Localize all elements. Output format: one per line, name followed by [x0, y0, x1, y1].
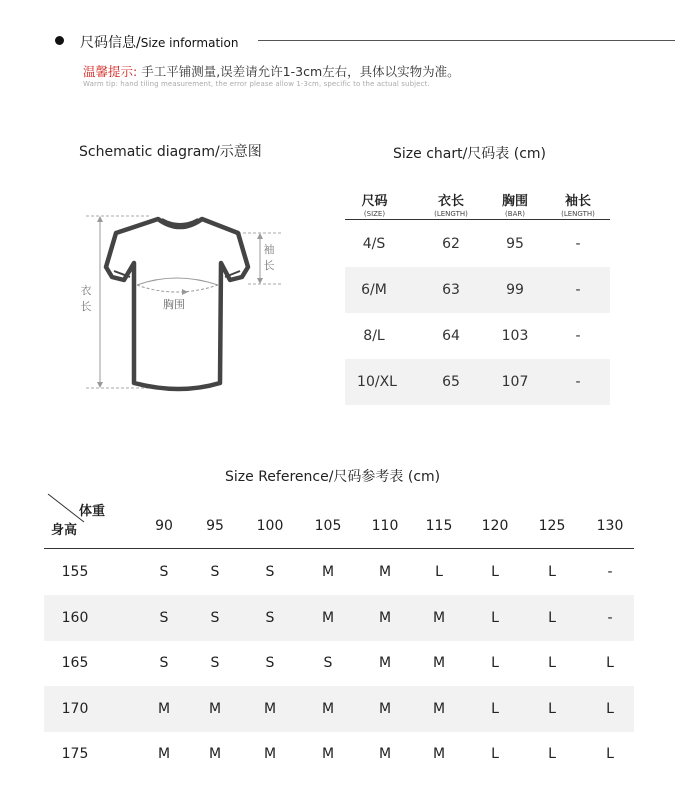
size-chart-row: 4/S 62 95 -: [362, 236, 581, 252]
weight-header: 110: [371, 518, 399, 534]
size-chart-header-divider: [345, 219, 610, 220]
weight-header: 115: [425, 518, 453, 534]
size-chart-header-size: 尺码 (SIZE): [361, 194, 388, 218]
size-chart-row: 8/L 64 103 -: [363, 328, 581, 344]
warm-tip: [83, 62, 460, 80]
weight-header: 125: [538, 518, 566, 534]
chest-label: 胸围: [163, 298, 185, 311]
warm-tip-english: Warm tip: hand tiling measurement, the error please allow 1-3cm, specific to the actual subject.: [83, 80, 430, 88]
reference-row: 155 S S S M M L L L -: [61, 564, 613, 580]
size-chart-row: 6/M 63 99 -: [345, 267, 610, 313]
weight-header: 95: [206, 518, 224, 534]
corner-height-label: 身高: [51, 523, 78, 538]
sleeve-label: 袖 长: [263, 243, 275, 272]
length-label: 衣 长: [80, 284, 92, 313]
reference-row: 170 M M M M M M L L L: [44, 686, 634, 732]
tshirt-diagram: [70, 205, 310, 400]
weight-header: 130: [596, 518, 624, 534]
weight-header: 100: [256, 518, 284, 534]
weight-header: 105: [314, 518, 342, 534]
section-title: 尺码信息/Size information: [80, 35, 239, 51]
warm-tip-label: 温馨提示:: [83, 64, 138, 79]
reference-row: 175 M M M M M M L L L: [61, 746, 614, 762]
diagram-title: Schematic diagram/示意图: [79, 144, 262, 160]
reference-title: Size Reference/尺码参考表 (cm): [225, 469, 441, 485]
size-chart-header-length: 衣长 (LENGTH): [434, 194, 468, 218]
size-chart-header-chest: 胸围 (BAR): [501, 194, 528, 218]
size-chart-header-sleeve: 袖长 (LENGTH): [561, 194, 595, 218]
header-divider: [258, 40, 675, 41]
warm-tip-text: 手工平铺测量,误差请允许1-3cm左右，具体以实物为准。: [137, 64, 460, 79]
reference-row: 165 S S S S M M L L L: [61, 655, 614, 671]
reference-row: 160 S S S M M M L L -: [44, 595, 634, 641]
section-bullet: [55, 36, 64, 45]
weight-header: 120: [481, 518, 509, 534]
size-chart-row: 10/XL 65 107 -: [345, 359, 610, 405]
corner-weight-label: 体重: [79, 504, 106, 519]
weight-header: 90: [155, 518, 173, 534]
size-chart-title: Size chart/尺码表 (cm): [393, 146, 547, 162]
